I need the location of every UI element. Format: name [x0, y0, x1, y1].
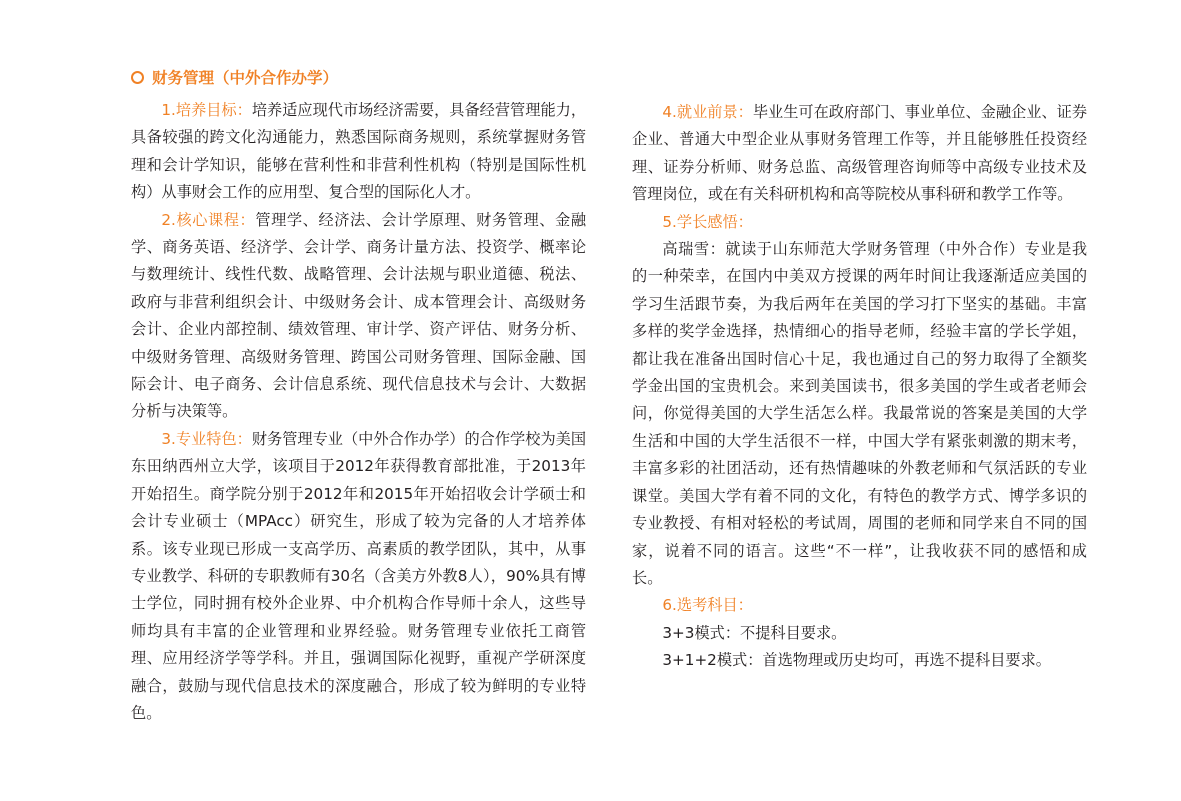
- label-alumni-insights: 5.学长感悟：: [662, 212, 753, 231]
- text-mode-3-1-2: 3+1+2模式：首选物理或历史均可，再选不提科目要求。: [662, 651, 1051, 670]
- label-program-features: 3.专业特色：: [161, 429, 252, 448]
- text-program-features: 财务管理专业（中外合作办学）的合作学校为美国东田纳西州立大学，该项目于2012年获得教育部批准，于2013年开始招生。商学院分别于2012年和2015年开始招收会计学硕士和会计专业硕士（MPAcc）研究生，形成了较为完备的人才培养体系。该专业现已形成一支高学历、高素质的教学团队，其中，从事专业教学、科研的专职教师有30名（含美方外教8人），90%具有博士学位，同时拥有校外企业界、中介机构合作导师十余人，这些导师均具有丰富的企业管理和业界经验。财务管理专业依托工商管理、应用经济学等学科。并且，强调国际化视野，重视产学研深度融合，鼓励与现代信息技术的深度融合，形成了较为鲜明的专业特色。: [131, 429, 587, 722]
- section-heading: [131, 66, 338, 88]
- paragraph-mode-3-3: [632, 620, 1087, 647]
- text-mode-3-3: 3+3模式：不提科目要求。: [662, 623, 847, 642]
- text-career-prospects: 毕业生可在政府部门、事业单位、金融企业、证券企业、普通大中型企业从事财务管理工作等，并且能够胜任投资经理、证券分析师、财务总监、高级管理咨询师等中高级专业技术及管理岗位，或在有关科研机构和高等院校从事科研和教学工作等。: [632, 103, 1088, 204]
- right-column: [632, 99, 1087, 675]
- paragraph-program-features: [131, 426, 586, 727]
- left-column: [131, 97, 586, 727]
- text-training-goal: 培养适应现代市场经济需要，具备经营管理能力，具备较强的跨文化沟通能力，熟悉国际商务规则，系统掌握财务管理和会计学知识，能够在营利性和非营利性机构（特别是国际性机构）从事财会工作的应用型、复合型的国际化人才。: [131, 101, 587, 202]
- paragraph-core-courses: [131, 207, 586, 426]
- section-heading-text: 财务管理（中外合作办学）: [152, 69, 339, 87]
- text-core-courses: 管理学、经济法、会计学原理、财务管理、金融学、商务英语、经济学、会计学、商务计量方法、投资学、概率论与数理统计、线性代数、战略管理、会计法规与职业道德、税法、政府与非营利组织会计、中级财务会计、成本管理会计、高级财务会计、企业内部控制、绩效管理、审计学、资产评估、财务分析、中级财务管理、高级财务管理、跨国公司财务管理、国际金融、国际会计、电子商务、会计信息系统、现代信息技术与会计、大数据分析与决策等。: [131, 210, 586, 421]
- paragraph-training-goal: [131, 97, 586, 207]
- paragraph-alumni-insights-heading: [632, 209, 1087, 236]
- paragraph-career-prospects: [632, 99, 1087, 209]
- paragraph-mode-3-1-2: [632, 647, 1087, 674]
- circle-bullet-icon: [131, 71, 144, 84]
- label-career-prospects: 4.就业前景：: [662, 103, 753, 121]
- paragraph-subject-requirements-heading: [632, 592, 1087, 619]
- paragraph-alumni-testimonial: [632, 236, 1087, 592]
- label-subject-requirements: 6.选考科目：: [662, 596, 753, 615]
- label-core-courses: 2.核心课程：: [161, 210, 256, 229]
- text-alumni-testimonial: 高瑞雪：就读于山东师范大学财务管理（中外合作）专业是我的一种荣幸，在国内中美双方授课的两年时间让我逐渐适应美国的学习生活跟节奏，为我后两年在美国的学习打下坚实的基础。丰富多样的奖学金选择，热情细心的指导老师，经验丰富的学长学姐，都让我在准备出国时信心十足，我也通过自己的努力取得了全额奖学金出国的宝贵机会。来到美国读书，很多美国的学生或者老师会问，你觉得美国的大学生活怎么样。我最常说的答案是美国的大学生活和中国的大学生活很不一样，中国大学有紧张刺激的期末考，丰富多彩的社团活动，还有热情趣味的外教老师和气氛活跃的专业课堂。美国大学有着不同的文化，有特色的教学方式、博学多识的专业教授、有相对轻松的考试周，周围的老师和同学来自不同的国家，说着不同的语言。这些“不一样”，让我收获不同的感悟和成长。: [632, 240, 1087, 587]
- label-training-goal: 1.培养目标：: [161, 101, 252, 119]
